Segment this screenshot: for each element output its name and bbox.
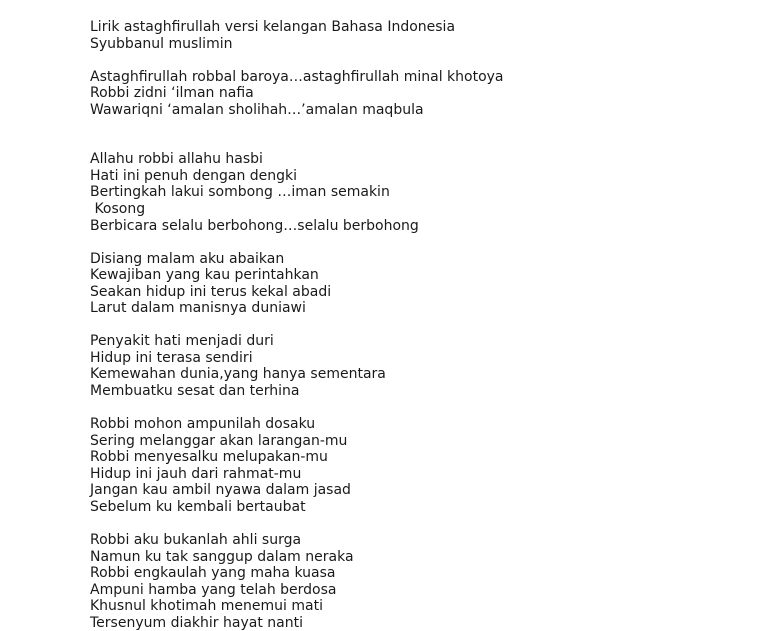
document-title: Lirik astaghfirullah versi kelangan Bahasa Indonesia [90, 19, 456, 35]
lyric-line: Robbi aku bukanlah ahli surga [90, 531, 302, 548]
lyric-line: Ampuni hamba yang telah berdosa [90, 581, 337, 598]
stanza-verse-2 [90, 251, 750, 317]
lyric-line: Kosong [90, 201, 146, 218]
stanza-spacer [90, 515, 750, 532]
lyric-line: Hidup ini jauh dari rahmat-mu [90, 465, 302, 482]
stanza-spacer [90, 317, 750, 334]
stanza-spacer [90, 118, 750, 151]
lyric-line: Robbi mohon ampunilah dosaku [90, 416, 316, 433]
lyric-line: Bertingkah lakui sombong …iman semakin [90, 184, 390, 201]
stanza-spacer [90, 52, 750, 69]
lyric-line: Hidup ini terasa sendiri [90, 349, 253, 366]
lyric-line: Khusnul khotimah menemui mati [90, 598, 323, 615]
stanza-verse-4 [90, 416, 750, 515]
lyric-line: Sering melanggar akan larangan-mu [90, 432, 348, 449]
lyric-line: Sebelum ku kembali bertaubat [90, 498, 306, 515]
lyric-line: Larut dalam manisnya duniawi [90, 300, 306, 317]
lyric-line: Namun ku tak sanggup dalam neraka [90, 548, 354, 565]
lyric-line: Robbi zidni ‘ilman nafia [90, 85, 254, 102]
lyric-line: Hati ini penuh dengan dengki [90, 167, 298, 184]
lyric-line: Jangan kau ambil nyawa dalam jasad [90, 482, 351, 499]
lyric-line: Allahu robbi allahu hasbi [90, 151, 263, 168]
lyric-line: Robbi engkaulah yang maha kuasa [90, 565, 336, 582]
lyric-line: Seakan hidup ini terus kekal abadi [90, 283, 332, 300]
stanza-spacer [90, 234, 750, 251]
lyric-line: Disiang malam aku abaikan [90, 250, 285, 267]
lyric-line: Wawariqni ‘amalan sholihah…’amalan maqbula [90, 101, 424, 118]
lyric-line: Tersenyum diakhir hayat nanti [90, 614, 303, 631]
stanza-verse-5 [90, 532, 750, 631]
stanza-spacer [90, 400, 750, 417]
lyrics-document [90, 19, 750, 631]
lyric-line: Robbi menyesalku melupakan-mu [90, 449, 328, 466]
lyric-line: Astaghfirullah robbal baroya…astaghfirullah minal khotoya [90, 68, 504, 85]
document-subtitle: Syubbanul muslimin [90, 35, 233, 52]
lyric-line: Kewajiban yang kau perintahkan [90, 267, 319, 284]
lyric-line: Penyakit hati menjadi duri [90, 333, 274, 350]
lyric-line: Kemewahan dunia,yang hanya sementara [90, 366, 386, 383]
lyrics-header [90, 19, 750, 52]
lyric-line: Berbicara selalu berbohong…selalu berbohong [90, 217, 419, 234]
lyric-line: Membuatku sesat dan terhina [90, 383, 300, 400]
stanza-verse-1 [90, 151, 750, 234]
stanza-opening [90, 69, 750, 119]
stanza-verse-3 [90, 333, 750, 399]
